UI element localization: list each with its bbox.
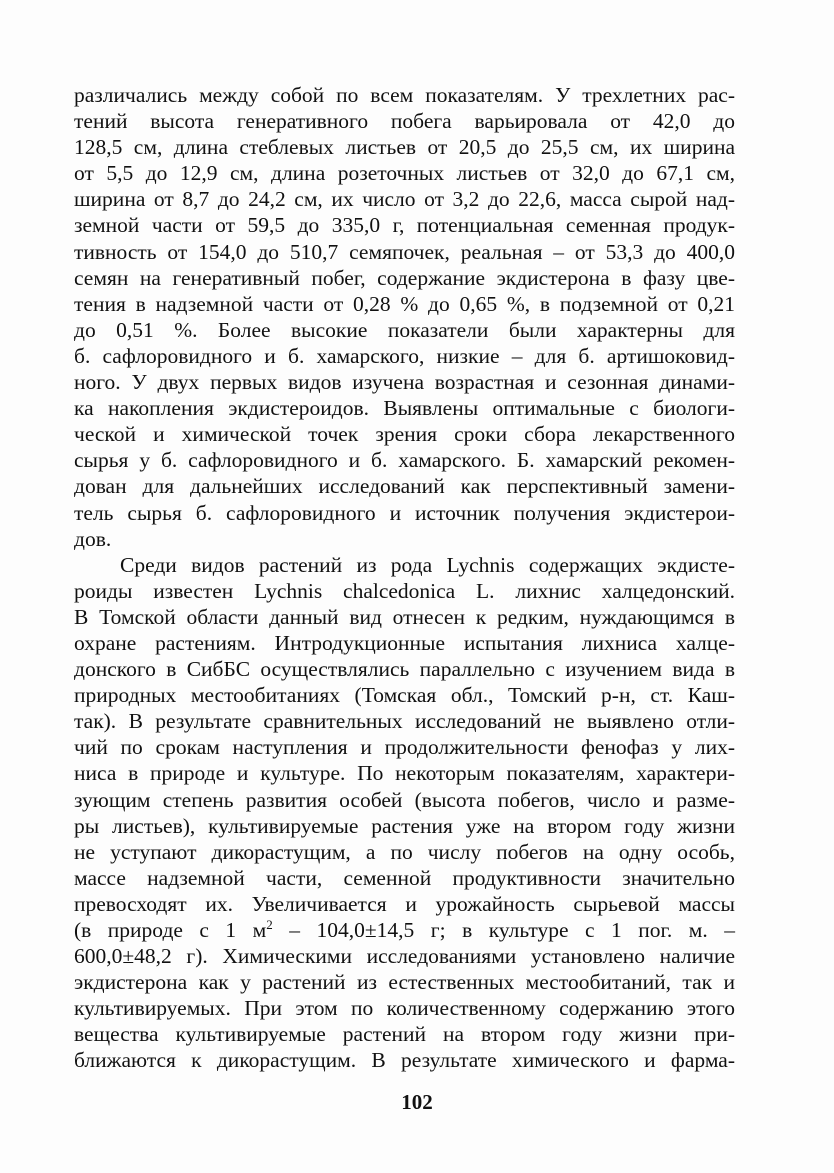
text-line: чий по срокам наступления и продолжительности фенофаз у лих- xyxy=(74,735,735,760)
text-line: сырья у б. сафлоровидного и б. хамарского. Б. хамарский рекомен- xyxy=(74,448,735,473)
text-line: культивируемых. При этом по количественному содержанию этого xyxy=(74,996,735,1021)
text-line: В Томской области данный вид отнесен к редким, нуждающимся в xyxy=(74,604,735,629)
text-line: ческой и химической точек зрения сроки сбора лекарственного xyxy=(74,422,735,447)
text-fragment: (в природе с 1 м xyxy=(74,918,267,942)
text-line: тивность от 154,0 до 510,7 семяпочек, реальная – от 53,3 до 400,0 xyxy=(74,239,735,264)
text-line: роиды известен Lychnis chalcedonica L. лихнис халцедонский. xyxy=(74,578,735,603)
text-line: донского в СибБС осуществлялись параллельно с изучением вида в xyxy=(74,657,735,682)
text-line: ширина от 8,7 до 24,2 см, их число от 3,2 до 22,6, масса сырой над- xyxy=(74,187,735,212)
text-line: Среди видов растений из рода Lychnis содержащих экдисте- xyxy=(120,552,735,577)
text-line: от 5,5 до 12,9 см, длина розеточных листьев от 32,0 до 67,1 см, xyxy=(74,161,735,186)
text-line: земной части от 59,5 до 335,0 г, потенциальная семенная продук- xyxy=(74,213,735,238)
text-line: зующим степень развития особей (высота побегов, число и разме- xyxy=(74,787,735,812)
text-line: различались между собой по всем показателям. У трехлетних рас- xyxy=(74,83,735,107)
text-line: ка накопления экдистероидов. Выявлены оптимальные с биологи- xyxy=(74,396,735,421)
text-line: дов. xyxy=(74,526,112,551)
text-line: ного. У двух первых видов изучена возрастная и сезонная динами- xyxy=(74,370,735,395)
text-line: ближаются к дикорастущим. В результате химического и фарма- xyxy=(74,1048,735,1073)
superscript: 2 xyxy=(266,917,273,932)
text-line: ры листьев), культивируемые растения уже на втором году жизни xyxy=(74,813,735,838)
text-line: 600,0±48,2 г). Химическими исследованиями установлено наличие xyxy=(74,944,735,969)
page-number: 102 xyxy=(401,1090,433,1114)
text-line: вещества культивируемые растений на втором году жизни при- xyxy=(74,1022,735,1047)
text-line: б. сафлоровидного и б. хамарского, низкие – для б. артишоковид- xyxy=(74,343,735,368)
text-fragment: – 104,0±14,5 г; в культуре с 1 пог. м. – xyxy=(272,918,735,942)
text-line: природных местообитаниях (Томская обл., Томский р-н, ст. Каш- xyxy=(74,683,735,708)
text-line: ниса в природе и культуре. По некоторым показателям, характери- xyxy=(74,761,735,786)
text-line: массе надземной части, семенной продуктивности значительно xyxy=(74,865,735,890)
text-line: семян на генеративный побег, содержание экдистерона в фазу цве- xyxy=(74,265,735,290)
text-line: экдистерона как у растений из естественных местообитаний, так и xyxy=(74,970,735,995)
text-line: до 0,51 %. Более высокие показатели были характерны для xyxy=(74,317,735,342)
text-line: тений высота генеративного побега варьировала от 42,0 до xyxy=(74,109,735,134)
text-line: превосходят их. Увеличивается и урожайность сырьевой массы xyxy=(74,891,735,916)
text-line: дован для дальнейших исследований как перспективный замени- xyxy=(74,474,735,499)
text-line: не уступают дикорастущим, а по числу побегов на одну особь, xyxy=(74,839,735,864)
text-line: так). В результате сравнительных исследований не выявлено отли- xyxy=(74,709,735,734)
text-line: 128,5 см, длина стеблевых листьев от 20,5 до 25,5 см, их ширина xyxy=(74,135,735,160)
text-line: тения в надземной части от 0,28 % до 0,65 %, в подземной от 0,21 xyxy=(74,291,735,316)
text-line: охране растениям. Интродукционные испытания лихниса халце- xyxy=(74,630,735,655)
body-text xyxy=(74,82,735,1074)
text-line-with-superscript xyxy=(74,917,735,943)
text-line: тель сырья б. сафлоровидного и источник получения экдистерои- xyxy=(74,500,735,525)
